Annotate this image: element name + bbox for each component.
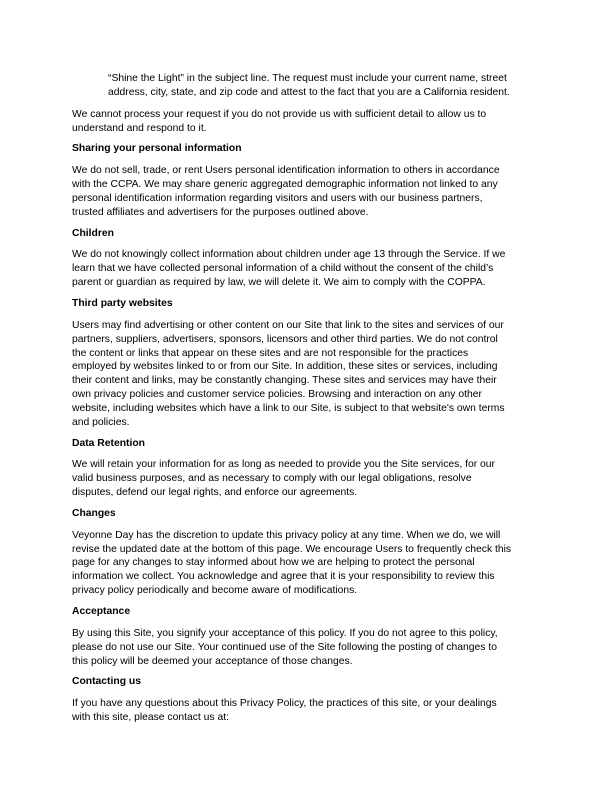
section-heading-third-party: Third party websites (72, 297, 173, 309)
text-line: please do not use our Site. Your continued use of the Site following the posting of changes to (72, 641, 497, 653)
section-heading-data-retention: Data Retention (72, 437, 145, 449)
text-line: Veyonne Day has the discretion to update this privacy policy at any time. When we do, we will (72, 529, 501, 541)
text-line: employed by websites linked to or from our Site. In addition, these sites or services, including (72, 361, 498, 373)
text-line: understand and respond to it. (72, 122, 207, 134)
text-line: learn that we have collected personal information of a child without the consent of the child’s (72, 263, 494, 275)
text-line: disputes, defend our legal rights, and enforce our agreements. (72, 487, 358, 499)
text-line: and policies. (72, 416, 130, 428)
children-paragraph (72, 248, 542, 290)
section-heading-contacting-us: Contacting us (72, 676, 141, 688)
text-line: If you have any questions about this Privacy Policy, the practices of this site, or your dealings (72, 698, 497, 710)
data-retention-paragraph (72, 458, 542, 500)
text-line: page for any changes to stay informed about how we are helping to protect the personal (72, 557, 475, 569)
section-heading-children: Children (72, 227, 114, 239)
document-page (72, 72, 542, 732)
text-line: We cannot process your request if you do not provide us with sufficient detail to allow us to (72, 108, 487, 120)
text-line: information we collect. You acknowledge and agree that it is your responsibility to review this (72, 571, 495, 583)
text-line: with the CCPA. We may share generic aggregated demographic information not linked to any (72, 179, 498, 191)
text-line: We will retain your information for as long as needed to provide you the Site services, for our (72, 459, 495, 471)
text-line: their content and links, may be constantly changing. These sites and services may have their (72, 375, 497, 387)
text-line: revise the updated date at the bottom of this page. We encourage Users to frequently check this (72, 543, 512, 555)
text-line: this policy will be deemed your acceptance of those changes. (72, 655, 353, 667)
shine-the-light-paragraph (72, 72, 542, 100)
text-line: the content or links that appear on these sites and are not responsible for the practices (72, 347, 469, 359)
text-line: “Shine the Light” in the subject line. The request must include your current name, street (108, 73, 507, 84)
contacting-us-paragraph (72, 697, 542, 725)
text-line: address, city, state, and zip code and attest to the fact that you are a California resident. (108, 86, 510, 98)
text-line: parent or guardian as required by law, we will delete it. We aim to comply with the COPPA. (72, 277, 486, 289)
text-line: By using this Site, you signify your acceptance of this policy. If you do not agree to this policy, (72, 627, 498, 639)
text-line: valid business purposes, and as necessary to comply with our legal obligations, resolve (72, 473, 472, 485)
acceptance-paragraph (72, 627, 542, 669)
text-line: trusted affiliates and advertisers for the purposes outlined above. (72, 206, 369, 218)
section-heading-acceptance: Acceptance (72, 606, 131, 617)
text-line: website, including websites which have a link to our Site, is subject to that website's own terms (72, 402, 505, 414)
text-line: personal identification information regarding visitors and users with our business partners, (72, 192, 483, 204)
section-heading-changes: Changes (72, 507, 116, 519)
text-line: We do not knowingly collect information about children under age 13 through the Service. If we (72, 249, 506, 261)
text-line: own privacy policies and customer service policies. Browsing and interaction on any other (72, 389, 482, 401)
request-detail-paragraph (72, 108, 542, 136)
changes-paragraph (72, 529, 542, 598)
third-party-paragraph (72, 319, 542, 430)
text-line: partners, suppliers, advertisers, sponsors, licensors and other third parties. We do not control (72, 333, 498, 345)
text-line: privacy policy periodically and become aware of modifications. (72, 585, 358, 597)
text-line: We do not sell, trade, or rent Users personal identification information to others in accordance (72, 165, 500, 177)
section-heading-sharing: Sharing your personal information (72, 143, 242, 155)
text-line: Users may find advertising or other content on our Site that link to the sites and services of our (72, 319, 504, 331)
sharing-paragraph (72, 164, 542, 219)
text-line: with this site, please contact us at: (72, 712, 229, 724)
